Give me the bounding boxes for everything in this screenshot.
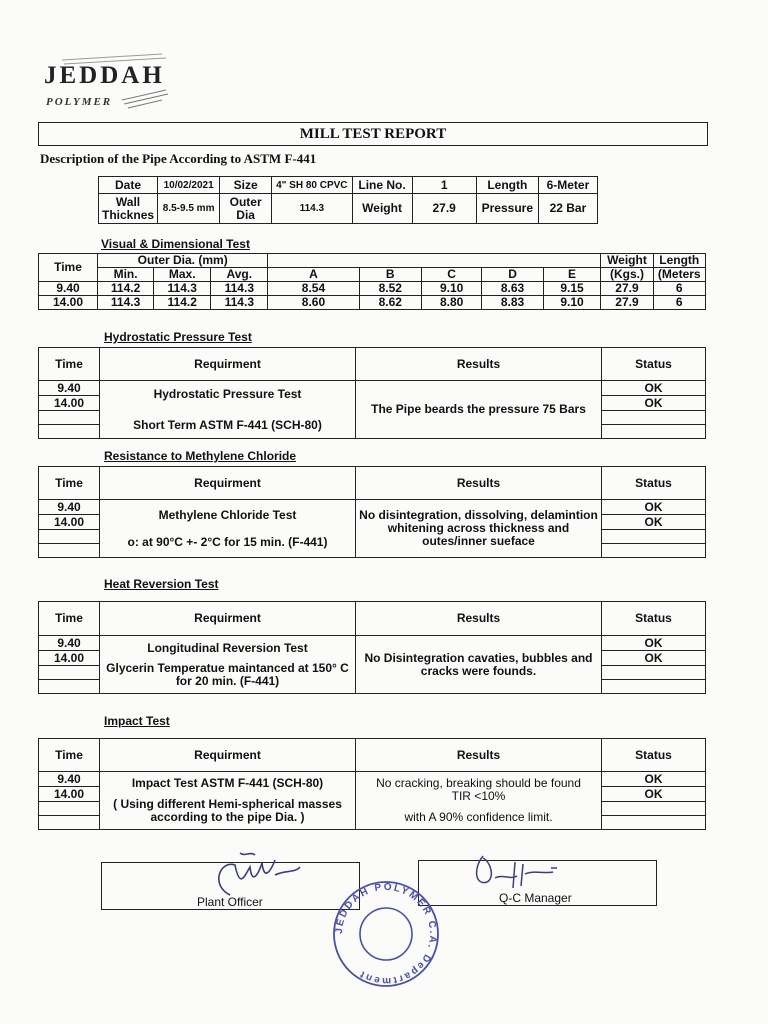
length-label: Length [476, 177, 538, 194]
heat-req-line1: Longitudinal Reversion Test [147, 640, 308, 655]
heat-req-line3: for 20 min. (F-441) [175, 673, 280, 688]
impact-time-blank-1 [39, 802, 100, 816]
outer-label-line1: Outer [229, 194, 262, 209]
impact-time-1: 9.40 [39, 772, 100, 787]
d-header: D [482, 268, 543, 282]
line-value: 1 [412, 177, 476, 194]
a-header: A [268, 268, 359, 282]
pressure-value: 22 Bar [538, 194, 597, 224]
hydro-status-1: OK [602, 381, 706, 396]
methylene-time-header: Time [39, 467, 100, 500]
impact-requirement [100, 772, 356, 830]
hydro-time-blank-2 [39, 425, 100, 439]
impact-res-line1: No cracking, breaking should be found [376, 776, 581, 790]
impact-table [38, 738, 706, 830]
wall-label [99, 194, 158, 224]
outer-label [220, 194, 272, 224]
methylene-result [356, 500, 602, 558]
size-value: 4" SH 80 CPVC [272, 177, 352, 194]
hydro-table [38, 347, 706, 439]
heat-res-line2: cracks were founds. [420, 663, 537, 678]
methylene-res-line1: No disintegration, dissolving, delamintion [359, 508, 598, 522]
section-heading-visual: Visual & Dimensional Test [101, 237, 250, 251]
row1-d: 8.63 [482, 282, 543, 296]
impact-result [356, 772, 602, 830]
row1-b: 8.52 [359, 282, 421, 296]
hydro-req-line2: Short Term ASTM F-441 (SCH-80) [133, 417, 322, 432]
pipe-info-table [98, 176, 598, 224]
row1-max: 114.3 [154, 282, 211, 296]
impact-status-1: OK [602, 772, 706, 787]
row1-avg: 114.3 [211, 282, 268, 296]
qc-manager-label: Q-C Manager [499, 891, 572, 905]
min-header: Min. [98, 268, 154, 282]
hydro-result: The Pipe beards the pressure 75 Bars [356, 381, 602, 439]
row2-avg: 114.3 [211, 296, 268, 310]
logo-wordmark: JEDDAH [44, 62, 165, 89]
row1-weight: 27.9 [601, 282, 653, 296]
pressure-label: Pressure [476, 194, 538, 224]
row1-length: 6 [653, 282, 705, 296]
heat-result [356, 636, 602, 694]
wall-blank-header [268, 254, 601, 268]
impact-status-2: OK [602, 787, 706, 802]
methylene-time-1: 9.40 [39, 500, 100, 515]
impact-req-header: Requirment [100, 739, 356, 772]
avg-header: Avg. [211, 268, 268, 282]
plant-officer-label: Plant Officer [197, 895, 263, 909]
page-title: MILL TEST REPORT [299, 126, 447, 142]
impact-req-line3: according to the pipe Dia. ) [150, 810, 305, 824]
row2-time: 14.00 [39, 296, 98, 310]
row2-length: 6 [653, 296, 705, 310]
logo-subtitle: POLYMER [46, 96, 113, 108]
size-label: Size [220, 177, 272, 194]
impact-status-header: Status [602, 739, 706, 772]
c-header: C [421, 268, 481, 282]
heat-res-header: Results [356, 602, 602, 636]
length-header-1: Length [653, 254, 705, 268]
b-header: B [359, 268, 421, 282]
impact-time-header: Time [39, 739, 100, 772]
section-heading-impact: Impact Test [104, 714, 170, 728]
section-heading-hydro: Hydrostatic Pressure Test [104, 330, 252, 344]
hydro-req-line1: Hydrostatic Pressure Test [153, 386, 302, 401]
methylene-time-2: 14.00 [39, 515, 100, 530]
date-label: Date [99, 177, 158, 194]
visual-table [38, 253, 706, 310]
pipe-description: Description of the Pipe According to ASTM F-441 [40, 151, 317, 166]
outer-dia-header: Outer Dia. (mm) [98, 254, 268, 268]
section-heading-heat: Heat Reversion Test [104, 577, 219, 591]
heat-time-blank-1 [39, 666, 100, 680]
length-value: 6-Meter [538, 177, 597, 194]
hydro-time-header: Time [39, 348, 100, 381]
hydro-status-blank-2 [602, 425, 706, 439]
impact-res-header: Results [356, 739, 602, 772]
row2-min: 114.3 [98, 296, 154, 310]
impact-req-line2: ( Using different Hemi-spherical masses [113, 797, 342, 811]
hydro-time-2: 14.00 [39, 396, 100, 411]
methylene-requirement [100, 500, 356, 558]
impact-status-blank-2 [602, 816, 706, 830]
impact-status-blank-1 [602, 802, 706, 816]
impact-time-2: 14.00 [39, 787, 100, 802]
impact-req-line1: Impact Test ASTM F-441 (SCH-80) [131, 776, 324, 790]
methylene-req-line1: Methylene Chloride Test [158, 507, 297, 522]
line-label: Line No. [352, 177, 412, 194]
e-header: E [543, 268, 601, 282]
weight-label: Weight [352, 194, 412, 224]
outer-label-line2: Dia [236, 207, 255, 222]
heat-status-blank-2 [602, 680, 706, 694]
hydro-req-header: Requirment [100, 348, 356, 381]
row2-max: 114.2 [154, 296, 211, 310]
methylene-status-blank-2 [602, 544, 706, 558]
section-heading-methylene: Resistance to Methylene Chloride [104, 449, 297, 463]
row1-time: 9.40 [39, 282, 98, 296]
row2-e: 9.10 [543, 296, 601, 310]
methylene-status-blank-1 [602, 530, 706, 544]
hydro-status-2: OK [602, 396, 706, 411]
heat-requirement [100, 636, 356, 694]
row1-min: 114.2 [98, 282, 154, 296]
heat-time-blank-2 [39, 680, 100, 694]
heat-time-2: 14.00 [39, 651, 100, 666]
table-row [39, 296, 706, 310]
plant-officer-signature [200, 845, 310, 915]
row2-d: 8.83 [482, 296, 543, 310]
hydro-time-1: 9.40 [39, 381, 100, 396]
table-row [39, 282, 706, 296]
row2-c: 8.80 [421, 296, 481, 310]
max-header: Max. [154, 268, 211, 282]
impact-res-line2: TIR <10% [451, 789, 506, 803]
wall-label-line2: Thicknes [102, 207, 155, 222]
impact-res-line3: with A 90% confidence limit. [404, 810, 553, 824]
heat-status-2: OK [602, 651, 706, 666]
heat-status-1: OK [602, 636, 706, 651]
qc-manager-signature [465, 848, 565, 893]
methylene-time-blank-2 [39, 544, 100, 558]
row1-a: 8.54 [268, 282, 359, 296]
methylene-res-line3: outes/inner sueface [422, 534, 535, 548]
row2-weight: 27.9 [601, 296, 653, 310]
heat-time-1: 9.40 [39, 636, 100, 651]
weight-value: 27.9 [412, 194, 476, 224]
heat-req-header: Requirment [100, 602, 356, 636]
heat-time-header: Time [39, 602, 100, 636]
heat-status-header: Status [602, 602, 706, 636]
methylene-status-2: OK [602, 515, 706, 530]
methylene-table [38, 466, 706, 558]
methylene-req-line2: o: at 90°C +- 2°C for 15 min. (F-441) [127, 534, 328, 549]
heat-res-line1: No Disintegration cavaties, bubbles and [364, 650, 593, 665]
hydro-status-header: Status [602, 348, 706, 381]
methylene-time-blank-1 [39, 530, 100, 544]
methylene-status-1: OK [602, 500, 706, 515]
hydro-status-blank-1 [602, 411, 706, 425]
stamp-text: JEDDAH POLYMER C.A. Department [333, 881, 439, 987]
company-logo [42, 52, 172, 118]
row1-c: 9.10 [421, 282, 481, 296]
heat-table [38, 601, 706, 694]
row1-e: 9.15 [543, 282, 601, 296]
heat-req-line2: Glycerin Temperatue maintanced at 150° C [106, 660, 349, 675]
row2-b: 8.62 [359, 296, 421, 310]
report-title-box [38, 122, 708, 146]
methylene-res-line2: whitening across thickness and [387, 521, 570, 535]
methylene-res-header: Results [356, 467, 602, 500]
date-value: 10/02/2021 [158, 177, 220, 194]
wall-value: 8.5-9.5 mm [158, 194, 220, 224]
wall-label-line1: Wall [115, 194, 141, 209]
length-header-2: (Meters [653, 268, 705, 282]
hydro-res-header: Results [356, 348, 602, 381]
impact-time-blank-2 [39, 816, 100, 830]
row2-a: 8.60 [268, 296, 359, 310]
heat-status-blank-1 [602, 666, 706, 680]
visual-time-header: Time [39, 254, 98, 282]
weight-header-2: (Kgs.) [601, 268, 653, 282]
outer-value: 114.3 [272, 194, 352, 224]
methylene-req-header: Requirment [100, 467, 356, 500]
hydro-requirement [100, 381, 356, 439]
company-stamp [330, 878, 442, 990]
methylene-status-header: Status [602, 467, 706, 500]
weight-header-1: Weight [601, 254, 653, 268]
hydro-time-blank-1 [39, 411, 100, 425]
